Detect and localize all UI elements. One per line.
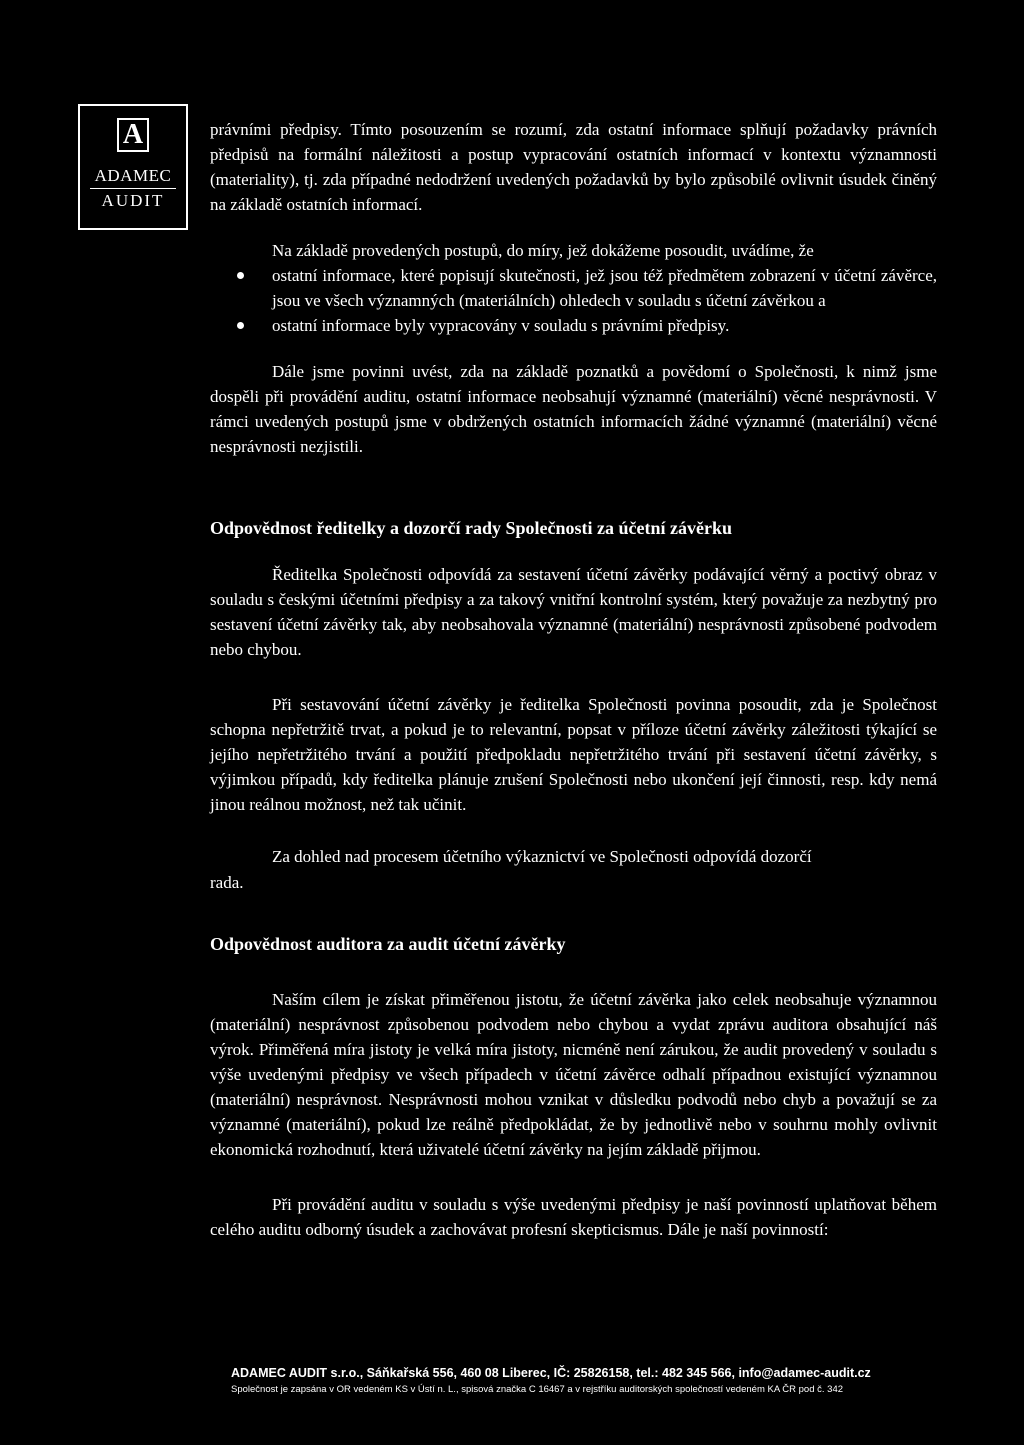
- logo-divider: [90, 188, 176, 189]
- management-paragraph-1: Ředitelka Společnosti odpovídá za sestavení účetní závěrky podávající věrný a poctivý obraz v souladu s českými účetními předpisy a za takový vnitřní kontrolní systém, který považuje za nezbytný pro sestavení účetní závěrky tak, aby neobsahovala významné (materiální) nesprávnosti způsobené podvodem nebo chybou.: [210, 565, 937, 659]
- intro-closing: Dále jsme povinni uvést, zda na základě poznatků a povědomí o Společnosti, k nimž jsme dospěli při provádění auditu, ostatní informace neobsahují významné (materiální) věcné nesprávnosti. V rámci uvedených postupů jsme v obdržených ostatních informacích žádné významné (materiální) věcné nesprávnosti nezjistili.: [210, 362, 937, 456]
- page-footer: [231, 1364, 951, 1398]
- footer-contact: ADAMEC AUDIT s.r.o., Sáňkařská 556, 460 08 Liberec, IČ: 25826158, tel.: 482 345 566, info@adamec-audit.cz: [231, 1366, 871, 1380]
- list-item: [210, 263, 937, 313]
- bullet-icon: [237, 272, 244, 279]
- document-body: [210, 117, 937, 1242]
- footer-registration: Společnost je zapsána v OR vedeném KS v Ústí n. L., spisová značka C 16467 a v rejstříku auditorských společností vedeném KA ČR pod č. 342: [231, 1384, 844, 1395]
- auditor-paragraph-2: Při provádění auditu v souladu s výše uvedenými předpisy je naší povinností uplatňovat během celého auditu odborný úsudek a zachovávat profesní skepticismus. Dále je naší povinností:: [210, 1195, 937, 1239]
- bullet-icon: [237, 322, 244, 329]
- intro-lead: Na základě provedených postupů, do míry, jež dokážeme posoudit, uvádíme, že: [272, 241, 814, 260]
- paragraph-line: Za dohled nad procesem účetního výkaznictví ve Společnosti odpovídá dozorčí: [272, 847, 812, 866]
- logo-subtitle: AUDIT: [101, 191, 165, 210]
- paragraph-line: rada.: [210, 873, 244, 892]
- logo-letter: A: [117, 118, 149, 152]
- management-paragraph-3: [210, 844, 937, 896]
- logo-name: ADAMEC: [94, 166, 172, 185]
- intro-paragraph: právními předpisy. Tímto posouzením se rozumí, zda ostatní informace splňují požadavky právních předpisů na formální náležitosti a postup vypracování ostatních informací v kontextu významnosti (materiality), tj. zda případné nedodržení uvedených požadavků by bylo způsobilé ovlivnit úsudek činěný na základě ostatních informací.: [210, 120, 937, 214]
- management-paragraph-2: Při sestavování účetní závěrky je ředitelka Společnosti povinna posoudit, zda je Společnost schopna nepřetržitě trvat, a pokud je to relevantní, popsat v příloze účetní závěrky záležitosti týkající se jejího nepřetržitého trvání a použití předpokladu nepřetržitého trvání při sestavení účetní závěrky, s výjimkou případů, kdy ředitelka plánuje zrušení Společnosti nebo ukončení její činnosti, resp. kdy nemá jinou reálnou možnost, než tak učinit.: [210, 695, 937, 814]
- section-heading-management: Odpovědnost ředitelky a dozorčí rady Společnosti za účetní závěrku: [210, 518, 732, 538]
- company-logo: [78, 104, 188, 230]
- section-heading-auditor: Odpovědnost auditora za audit účetní závěrky: [210, 934, 566, 954]
- list-item-text: ostatní informace byly vypracovány v souladu s právními předpisy.: [272, 316, 730, 335]
- list-item: [210, 313, 937, 338]
- list-item-text: ostatní informace, které popisují skutečnosti, jež jsou též předmětem zobrazení v účetní závěrce, jsou ve všech významných (materiálních) ohledech v souladu s účetní závěrkou a: [272, 266, 937, 310]
- auditor-paragraph-1: Naším cílem je získat přiměřenou jistotu, že účetní závěrka jako celek neobsahuje významnou (materiální) nesprávnost způsobenou podvodem nebo chybou a vydat zprávu auditora obsahující náš výrok. Přiměřená míra jistoty je velká míra jistoty, nicméně není zárukou, že audit provedený v souladu s výše uvedenými předpisy ve všech případech v účetní závěrce odhalí případnou existující významnou (materiální) nesprávnost. Nesprávnosti mohou vznikat v důsledku podvodů nebo chyb a považují se za významné (materiální), pokud lze reálně předpokládat, že by jednotlivě nebo v souhrnu mohly ovlivnit ekonomická rozhodnutí, která uživatelé účetní závěrky na jejím základě přijmou.: [210, 990, 937, 1159]
- conclusion-list: [210, 263, 937, 338]
